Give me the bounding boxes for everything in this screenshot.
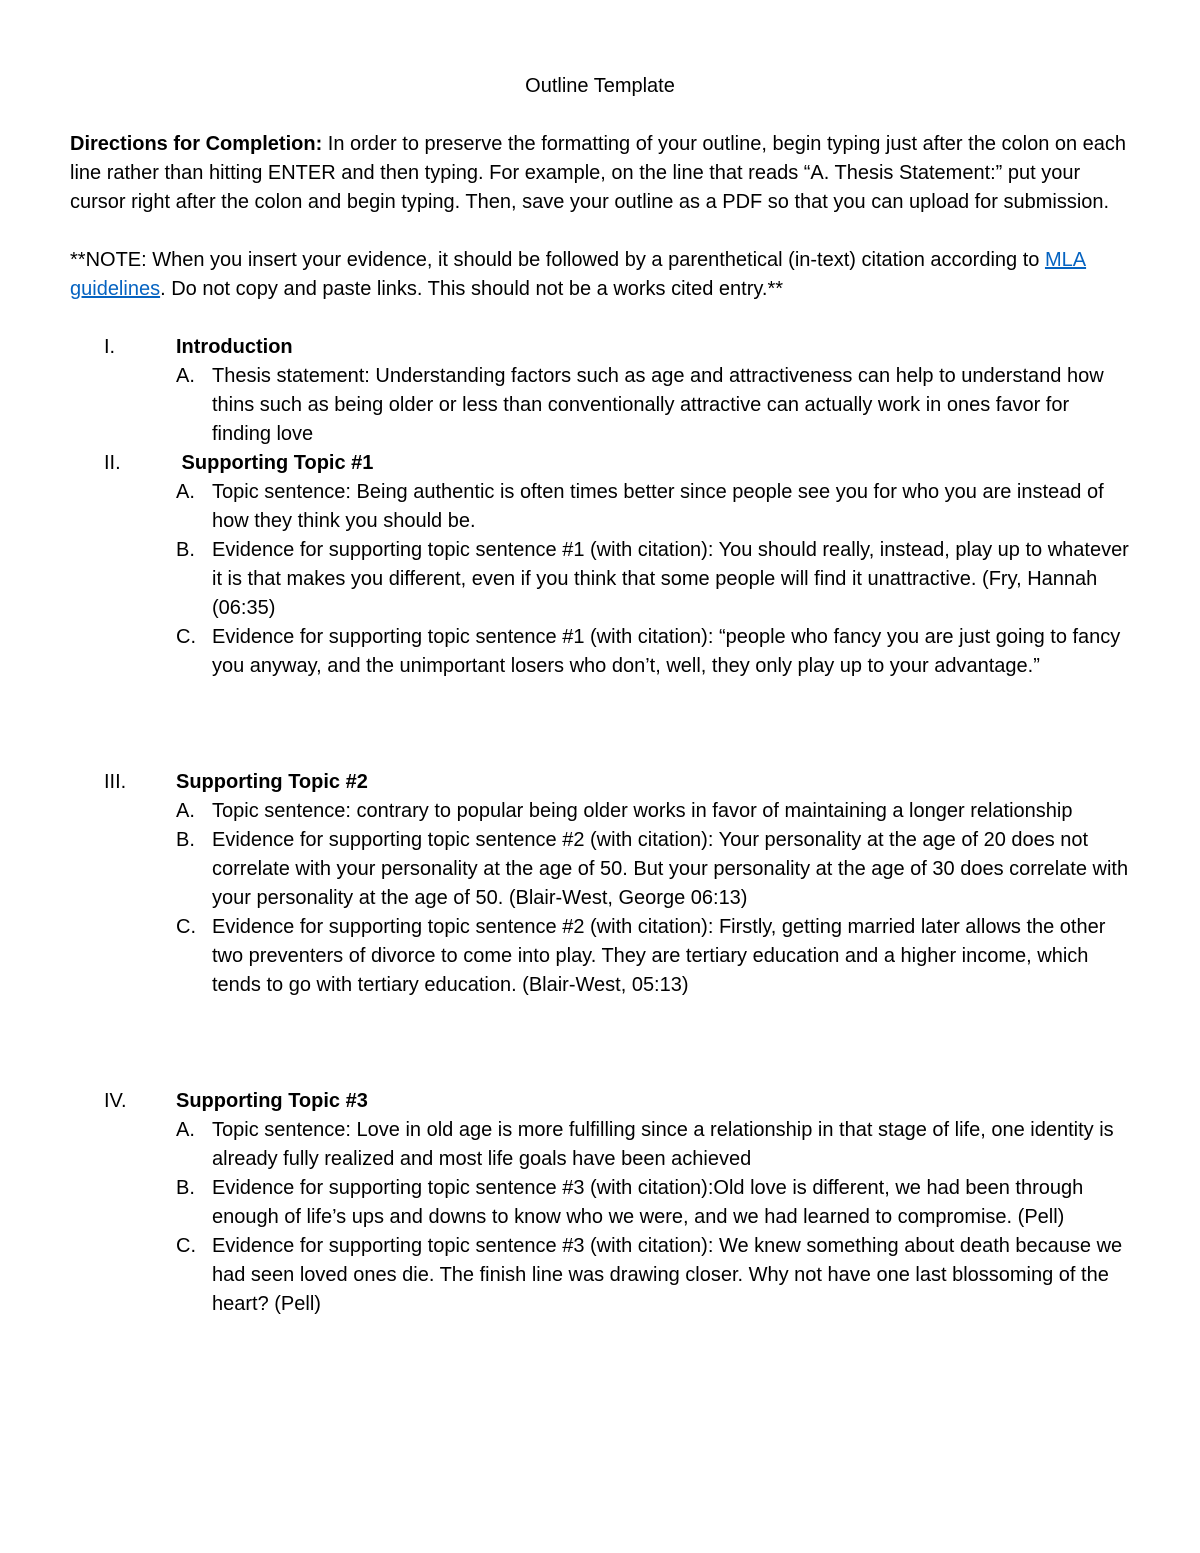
outline-section-3 [70,768,1130,1000]
outline-section-1 [70,333,1130,449]
item-text[interactable]: Topic sentence: Being authentic is often times better since people see you for who you are instead of how they think you should be. [212,481,1104,532]
outline-section-2 [70,449,1130,681]
document-page [70,72,1130,1319]
item-text[interactable]: Evidence for supporting topic sentence #2 (with citation): Your personality at the age of 20 does not correlate with your personality at the age of 50. But your personality at the age of 30 does correlate with your personality at the age of 50. (Blair-West, George 06:13) [212,829,1129,909]
section-heading: Supporting Topic #2 [176,771,368,793]
outline-item [70,797,1130,826]
section-heading: Introduction [176,336,293,358]
section-heading-row [70,333,1130,362]
item-text[interactable]: Evidence for supporting topic sentence #3 (with citation): We knew something about death because we had seen loved ones die. The finish line was drawing closer. Why not have one last blossoming of the heart? (Pell) [212,1235,1123,1315]
directions-text: In order to preserve the formatting of your outline, begin typing just after the colon on each line rather than hitting ENTER and then typing. For example, on the line that reads “A. Thesis Statement:” put your cursor right after the colon and begin typing. Then, save your outline as a PDF so that you can upload for submission. [70,133,1127,213]
item-letter: B. [176,829,195,851]
outline-item [70,826,1130,913]
section-heading-row [70,449,1130,478]
outline-item [70,478,1130,536]
section-numeral: II. [104,452,121,474]
outline-item [70,623,1130,681]
item-letter: A. [176,800,195,822]
outline-item [70,1174,1130,1232]
item-text[interactable]: Evidence for supporting topic sentence #1 (with citation): “people who fancy you are just going to fancy you anyway, and the unimportant losers who don’t, well, they only play up to your advantage.” [212,626,1121,677]
item-letter: C. [176,916,196,938]
mla-guidelines-link[interactable]: MLA guidelines [70,249,1087,300]
item-letter: A. [176,365,195,387]
directions-label: Directions for Completion: [70,133,323,155]
outline-item [70,362,1130,449]
item-letter: A. [176,481,195,503]
directions-paragraph [70,130,1130,217]
outline-item [70,913,1130,1000]
item-letter: C. [176,626,196,648]
item-text[interactable]: Evidence for supporting topic sentence #1 (with citation): You should really, instead, play up to whatever it is that makes you different, even if you think that some people will find it unattractive. (Fry, Hannah (06:35) [212,539,1129,619]
note-text-before: **NOTE: When you insert your evidence, it should be followed by a parenthetical (in-text) citation according to [70,249,1045,271]
section-heading-row [70,1087,1130,1116]
item-text[interactable]: Evidence for supporting topic sentence #2 (with citation): Firstly, getting married later allows the other two preventers of divorce to come into play. They are tertiary education and a higher income, which tends to go with tertiary education. (Blair-West, 05:13) [212,916,1106,996]
item-text[interactable]: Thesis statement: Understanding factors such as age and attractiveness can help to understand how thins such as being older or less than conventionally attractive can actually work in ones favor for finding love [212,365,1104,445]
item-letter: A. [176,1119,195,1141]
item-letter: B. [176,539,195,561]
note-text-after: . Do not copy and paste links. This should not be a works cited entry.** [160,278,784,300]
section-numeral: III. [104,771,127,793]
section-heading: Supporting Topic #3 [176,1090,368,1112]
outline-item [70,1232,1130,1319]
item-text[interactable]: Topic sentence: contrary to popular being older works in favor of maintaining a longer relationship [212,800,1073,822]
outline-item [70,536,1130,623]
section-numeral: I. [104,336,116,358]
page-title: Outline Template [525,75,675,97]
outline-section-4 [70,1087,1130,1319]
item-letter: C. [176,1235,196,1257]
section-heading-row [70,768,1130,797]
item-text[interactable]: Evidence for supporting topic sentence #3 (with citation):Old love is different, we had been through enough of life’s ups and downs to know who we were, and we had learned to compromise. (Pell) [212,1177,1084,1228]
section-numeral: IV. [104,1090,127,1112]
item-letter: B. [176,1177,195,1199]
section-heading: Supporting Topic #1 [176,452,374,474]
outline-item [70,1116,1130,1174]
note-paragraph [70,246,1130,304]
item-text[interactable]: Topic sentence: Love in old age is more fulfilling since a relationship in that stage of life, one identity is already fully realized and most life goals have been achieved [212,1119,1114,1170]
